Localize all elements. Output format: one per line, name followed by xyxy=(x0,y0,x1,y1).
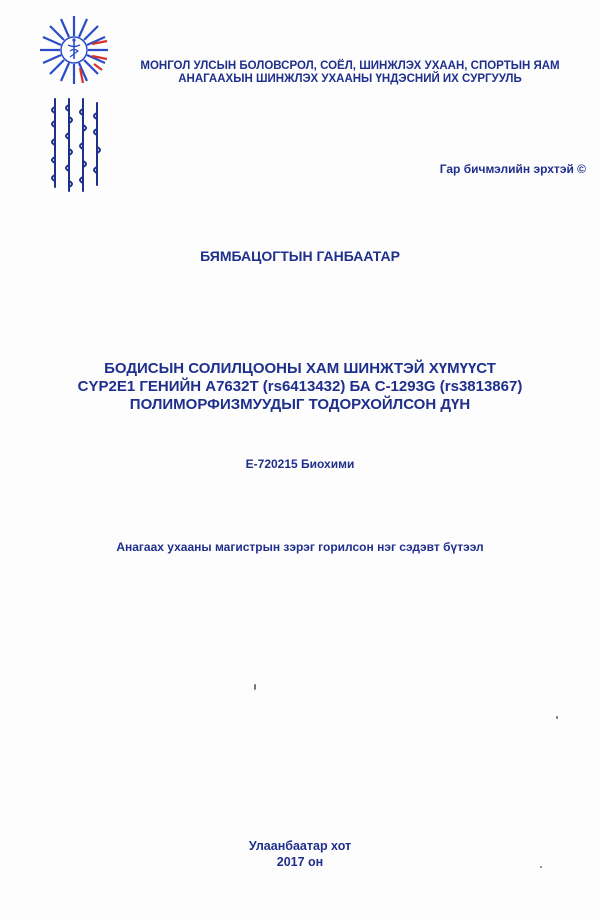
author-name: БЯМБАЦОГТЫН ГАНБААТАР xyxy=(200,248,400,264)
title-line: CYP2E1 ГЕНИЙН A7632T (rs6413432) БА C-1293G (rs3813867) xyxy=(77,378,523,395)
title-line: ПОЛИМОРФИЗМУУДЫГ ТОДОРХОЙЛСОН ДҮН xyxy=(129,396,471,413)
mongolian-script-name-icon xyxy=(45,95,105,195)
title-line: БОДИСЫН СОЛИЛЦООНЫ ХАМ ШИНЖТЭЙ ХҮМҮҮСТ xyxy=(104,360,496,377)
scan-speck xyxy=(254,684,256,690)
thesis-title xyxy=(0,360,600,414)
scan-speck xyxy=(540,866,542,868)
year: 2017 он xyxy=(276,855,324,869)
place-name: Улаанбаатар хот xyxy=(248,839,352,853)
scan-speck xyxy=(556,716,558,719)
place-and-year xyxy=(0,838,600,870)
university-name: АНАГААХЫН ШИНЖЛЭХ УХААНЫ ҮНДЭСНИЙ ИХ СУРГУУЛЬ xyxy=(178,73,522,85)
ministry-name: МОНГОЛ УЛСЫН БОЛОВСРОЛ, СОЁЛ, ШИНЖЛЭХ УХААН, СПОРТЫН ЯАМ xyxy=(140,60,560,72)
specialty-code: E-720215 Биохими xyxy=(245,457,355,471)
manuscript-rights-note: Гар бичмэлийн эрхтэй © xyxy=(439,162,586,176)
degree-statement: Анагаах ухааны магистрын зэрэг горилсон нэг сэдэвт бүтээл xyxy=(116,540,484,554)
institution-names xyxy=(100,60,600,86)
